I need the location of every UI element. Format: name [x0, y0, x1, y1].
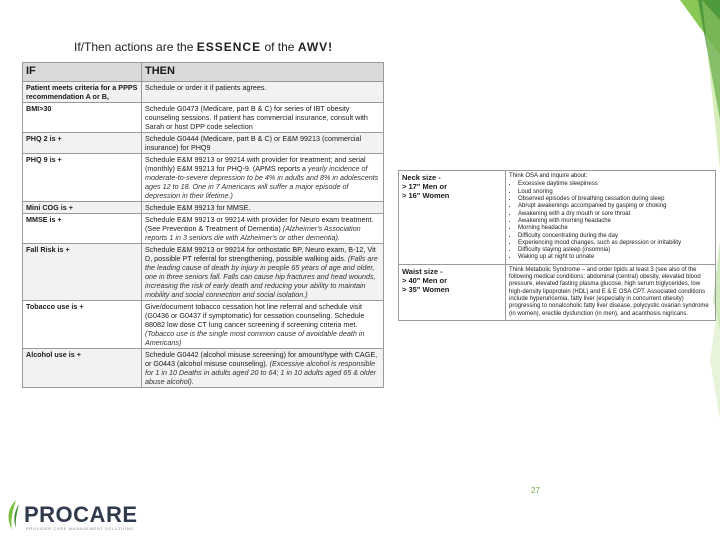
- action-text: Schedule G0442 (alcohol misuse screening) for amount/type with CAGE, or G0443 (alcohol misuse counseling).: [145, 349, 378, 368]
- action-text: Schedule G0444 (Medicare, part B & C) or E&M 99213 (commercial insurance) for PHQ9: [145, 133, 362, 152]
- condition-line: > 17" Men or: [402, 182, 448, 192]
- list-item: • Experiencing mood changes, such as depression or irritability: [518, 240, 712, 247]
- symptom-list: [509, 181, 712, 261]
- screening-condition: [399, 171, 506, 265]
- screening-row: [399, 171, 716, 265]
- list-item: • Difficulty concentrating during the day: [518, 233, 712, 240]
- condition-line: > 16" Women: [402, 191, 450, 201]
- table-row: [23, 81, 384, 102]
- action-text: Schedule E&M 99213 for MMSE.: [145, 202, 251, 212]
- if-then-table: [22, 62, 384, 388]
- table-row: [23, 348, 384, 387]
- condition-cell: PHQ 2 is +: [23, 132, 142, 153]
- action-text: Schedule E&M 99213 or 99214 for orthostatic BP, Neuro exam, B-12, Vit D, possible PT referral for strengthening, possible walking aids.: [145, 244, 376, 263]
- guidance-body: Think Metabolic Syndrome – and order lipids at least 3 (see also of the following medical conditions: abdominal (central) obesity, elevated blood pressure, elevated fasting plasma glucose, high serum triglycerides, low high-density lipoprotein (HDL) and E & E OSA CPT. Associated conditions include hyperuricemia, fatty liver (especially in concurrent obesity) progressing to nonalcoholic fatty liver disease, polycystic ovarian syndrome (in women), erectile dysfunction (in men), and acanthosis nigricans.: [509, 266, 709, 317]
- screening-row: [399, 264, 716, 320]
- logo-text: PROCARE: [24, 502, 138, 527]
- action-note: (Excessive alcohol is responsible for 1 in 10 Deaths in adults aged 20 to 64; 1 in 10 adults aged 65 & older abuse alcohol).: [145, 358, 376, 386]
- action-note: (Tobacco use is the single most common cause of avoidable death in Americans): [145, 328, 365, 347]
- header-if: IF: [23, 63, 142, 82]
- list-item: • Difficulty staying asleep (insomnia): [518, 247, 712, 254]
- action-note: (Alzheimer's Association reports 1 in 3 seniors die with Alzheimer's or other dementia).: [145, 223, 361, 242]
- screening-guidance: [506, 264, 716, 320]
- condition-cell: Alcohol use is +: [23, 348, 142, 387]
- screening-table: [398, 170, 716, 321]
- leaf-icon: [4, 498, 22, 532]
- list-item: • Awakening with a dry mouth or sore throat: [518, 211, 712, 218]
- list-item: • Awakening with morning headache: [518, 218, 712, 225]
- action-cell: [142, 102, 384, 132]
- action-cell: [142, 213, 384, 243]
- condition-cell: MMSE is +: [23, 213, 142, 243]
- condition-line: > 40" Men or: [402, 275, 448, 285]
- action-text: Give/document tobacco cessation hot line referral and schedule visit (G0436 or G0437 if symptomatic) for cessation counseling. Schedule 88082 low dose CT lung cancer screening if screening criteria met.: [145, 301, 365, 329]
- table-row: [23, 201, 384, 213]
- table-row: [23, 243, 384, 300]
- action-note: yearly incidence of moderate-to-severe depression to be 4% in adults and 8% in adolescents ages 12 to 18. One in 7 Americans will suffer a major episode of depression in their lifetime.): [145, 163, 379, 200]
- condition-line: > 35" Women: [402, 285, 450, 295]
- action-note: (Falls are the leading cause of death by injury in people 65 years of age and older, one in three seniors fall. Falls can cause hip fractures and head wounds, increasing the risk of early death and reducing your ability to maintain mobility and social connection and social isolation.): [145, 253, 378, 299]
- screening-guidance: [506, 171, 716, 265]
- action-cell: [142, 81, 384, 102]
- action-text: Schedule G0473 (Medicare, part B & C) for series of IBT obesity counseling sessions. If patient has commercial insurance, consult with Sarah or host DPP code selection: [145, 103, 368, 131]
- screening-body: [399, 171, 716, 321]
- action-cell: [142, 348, 384, 387]
- table-body: [23, 81, 384, 387]
- list-item: • Waking up at night to urinate: [518, 254, 712, 261]
- condition-line: Waist size -: [402, 266, 443, 276]
- table-row: [23, 153, 384, 201]
- action-text: Schedule E&M 99213 or 99214 with provider for Neuro exam treatment. (See Prevention & Treatment of Dementia): [145, 214, 374, 233]
- logo-tagline: PROVIDER CARE MANAGEMENT SOLUTIONS: [26, 526, 134, 531]
- action-cell: [142, 153, 384, 201]
- table-header-row: [23, 63, 384, 82]
- page-number: 27: [531, 486, 540, 495]
- list-item: • Observed episodes of breathing cessation during sleep: [518, 196, 712, 203]
- condition-cell: Tobacco use is +: [23, 300, 142, 348]
- condition-cell: Fall Risk is +: [23, 243, 142, 300]
- action-cell: [142, 201, 384, 213]
- list-item: • Morning headache: [518, 225, 712, 232]
- action-cell: [142, 300, 384, 348]
- list-item: • Loud snoring: [518, 189, 712, 196]
- condition-line: Neck size -: [402, 173, 441, 182]
- condition-cell: Mini COG is +: [23, 201, 142, 213]
- guidance-intro: Think OSA and inquire about:: [509, 173, 588, 179]
- condition-cell: PHQ 9 is +: [23, 153, 142, 201]
- slide-title: If/Then actions are the ESSENCE of the AWV!: [74, 40, 334, 54]
- table-row: [23, 132, 384, 153]
- action-text: Schedule E&M 99213 or 99214 with provider for treatment; and serial (monthly) E&M 99213 for PHQ-9. (APMS reports a: [145, 154, 366, 173]
- condition-cell: Patient meets criteria for a PPPS recommendation A or B,: [23, 81, 142, 102]
- condition-cell: BMI>30: [23, 102, 142, 132]
- action-text: Schedule or order it if patients agrees.: [145, 82, 267, 92]
- table-row: [23, 300, 384, 348]
- table-row: [23, 213, 384, 243]
- list-item: • Abrupt awakenings accompanied by gasping or choking: [518, 203, 712, 210]
- action-cell: [142, 243, 384, 300]
- header-then: THEN: [142, 63, 384, 82]
- list-item: • Excessive daytime sleepiness: [518, 181, 712, 188]
- table-row: [23, 102, 384, 132]
- procare-logo: [4, 498, 154, 534]
- screening-condition: [399, 264, 506, 320]
- action-cell: [142, 132, 384, 153]
